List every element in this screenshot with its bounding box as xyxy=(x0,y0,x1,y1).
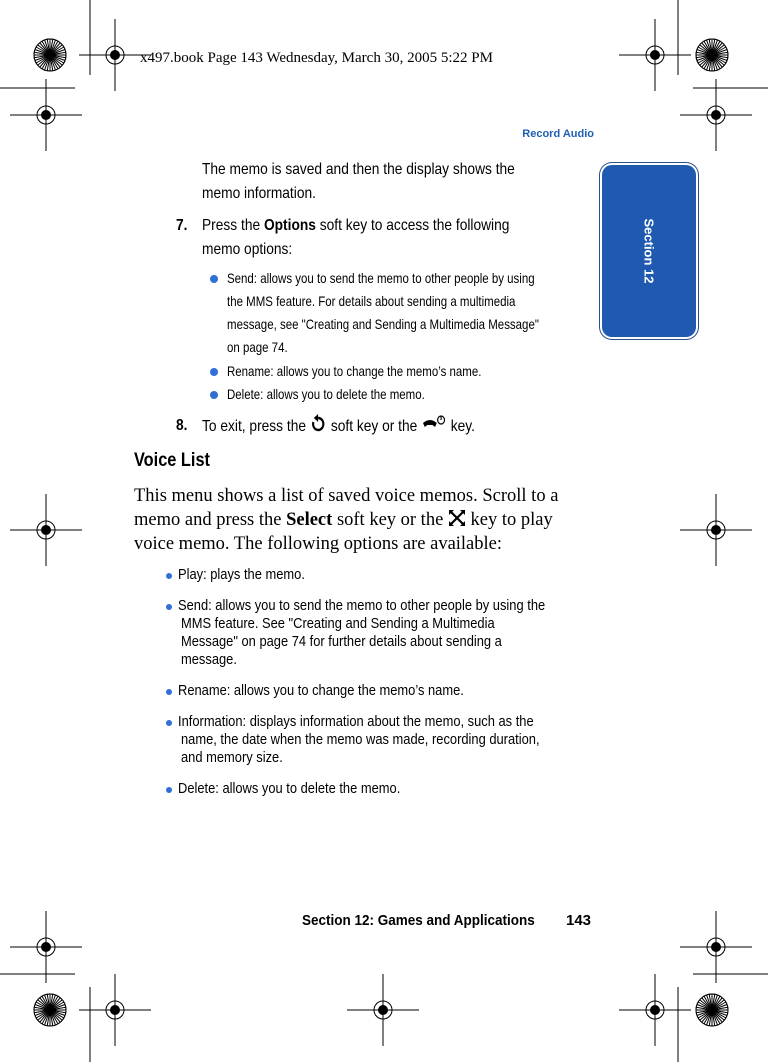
paragraph-text: memo and press the xyxy=(134,510,287,530)
page-number: 143 xyxy=(566,912,592,929)
bullet-dot xyxy=(166,573,172,579)
options-softkey-label: Options xyxy=(263,217,316,234)
step7-text xyxy=(202,214,509,238)
bullet-dot xyxy=(210,275,218,283)
section-tab xyxy=(602,165,696,337)
voice-option-line: Delete: allows you to delete the memo. xyxy=(178,780,401,797)
intro-line: memo information. xyxy=(202,185,316,202)
paragraph-text: key to play xyxy=(465,510,553,530)
voice-option-line: MMS feature. See "Creating and Sending a Multimedia xyxy=(181,615,495,632)
memo-option-line: the MMS feature. For details about sending a multimedia xyxy=(227,293,516,309)
section-tab-label: Section 12 xyxy=(641,218,657,284)
voice-option-line: Play: plays the memo. xyxy=(178,566,305,583)
memo-option-line: message, see "Creating and Sending a Multimedia Message" xyxy=(227,316,539,332)
memo-option-line: Delete: allows you to delete the memo. xyxy=(227,386,425,402)
print-slug: x497.book Page 143 Wednesday, March 30, 2005 5:22 PM xyxy=(140,50,493,66)
voice-option-line: Information: displays information about the memo, such as the xyxy=(178,713,534,730)
voice-list-heading: Voice List xyxy=(134,450,210,471)
intro-line: The memo is saved and then the display shows the xyxy=(202,161,515,178)
memo-option-line: on page 74. xyxy=(227,339,288,355)
memo-option-line: Send: allows you to send the memo to other people by using xyxy=(227,270,535,286)
paragraph-line: voice memo. The following options are available: xyxy=(134,534,503,554)
paragraph-text: soft key or the xyxy=(332,510,448,530)
footer-section: Section 12: Games and Applications xyxy=(302,912,535,929)
voice-option-line: and memory size. xyxy=(181,749,283,766)
voice-option-line: Rename: allows you to change the memo’s name. xyxy=(178,682,464,699)
back-arrow-icon xyxy=(310,414,327,432)
paragraph-line: This menu shows a list of saved voice memos. Scroll to a xyxy=(134,486,559,506)
step8-text-c: key. xyxy=(446,418,475,435)
bullet-dot xyxy=(166,720,172,726)
end-key-icon xyxy=(421,414,447,432)
step8-text-a: To exit, press the xyxy=(202,418,310,435)
bullet-dot xyxy=(210,391,218,399)
voice-option-line: name, the date when the memo was made, recording duration, xyxy=(181,731,540,748)
voice-option-line: Send: allows you to send the memo to other people by using the xyxy=(178,597,546,614)
running-head: Record Audio xyxy=(522,128,594,140)
step7-line2: memo options: xyxy=(202,241,293,258)
voice-option-line: Message" on page 74 for further details about sending a xyxy=(181,633,502,650)
voice-option-line: message. xyxy=(181,651,237,668)
step-number: 7. xyxy=(176,217,188,234)
voice-list-paragraph xyxy=(134,484,558,556)
step7-text-a: Press the xyxy=(202,217,264,234)
memo-option-line: Rename: allows you to change the memo’s name. xyxy=(227,363,482,379)
bullet-dot xyxy=(166,787,172,793)
step8-text xyxy=(202,414,475,439)
bullet-dot xyxy=(210,368,218,376)
step8-text-b: soft key or the xyxy=(327,418,422,435)
nav-key-icon xyxy=(448,509,466,527)
bullet-dot xyxy=(166,604,172,610)
paragraph-line xyxy=(134,508,558,532)
step-number: 8. xyxy=(176,417,188,434)
bullet-dot xyxy=(166,689,172,695)
select-softkey-label: Select xyxy=(286,510,333,530)
step7-text-b: soft key to access the following xyxy=(315,217,510,234)
